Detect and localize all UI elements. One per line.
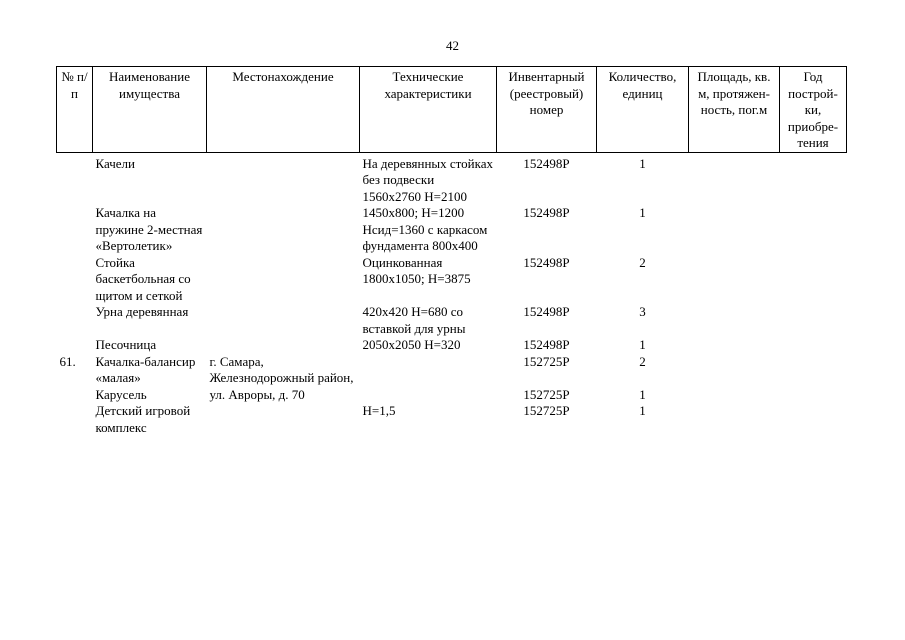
page-number: 42 <box>446 38 459 53</box>
cell-inventory: 152725Р <box>523 403 570 418</box>
cell-year <box>780 152 847 205</box>
cell-name: Урна деревянная <box>95 304 189 319</box>
cell-inventory: 152498Р <box>523 337 570 352</box>
table-row <box>57 403 847 436</box>
cell-tech: Оцинкованная 1800х1050; Н=3875 <box>362 254 471 286</box>
cell-year <box>780 354 847 387</box>
cell-tech <box>360 354 497 387</box>
header-area: Площадь, кв. м, протяжен-ность, пог.м <box>689 67 780 153</box>
header-inventory: Инвентарный (реестровый) номер <box>497 67 597 153</box>
cell-qty: 1 <box>639 403 646 418</box>
cell-year <box>780 337 847 354</box>
cell-num <box>57 387 93 404</box>
cell-qty: 1 <box>639 386 646 402</box>
cell-inventory: 152498Р <box>523 254 570 270</box>
cell-area <box>689 205 780 255</box>
table-row <box>57 205 847 255</box>
cell-tech: 1450х800; Н=1200 Нсид=1360 с каркасом фундамента 800х400 <box>362 205 488 253</box>
cell-name: Качели <box>95 155 136 171</box>
cell-tech: На деревянных стойках без подвески 1560х2760 Н=2100 <box>362 155 494 204</box>
cell-num <box>57 152 93 205</box>
cell-inventory: 152498Р <box>523 155 570 171</box>
cell-year <box>780 387 847 404</box>
cell-num <box>57 205 93 255</box>
cell-tech <box>360 387 497 404</box>
cell-name: Качалка на пружине 2-местная «Вертолетик» <box>95 205 203 253</box>
cell-location <box>207 152 360 205</box>
cell-num <box>57 304 93 337</box>
cell-tech: Н=1,5 <box>362 403 396 418</box>
cell-qty: 2 <box>639 254 646 270</box>
cell-area <box>689 337 780 354</box>
cell-location <box>207 337 360 354</box>
cell-num <box>57 337 93 354</box>
table-row <box>57 255 847 305</box>
cell-qty: 2 <box>639 353 646 369</box>
cell-year <box>780 403 847 436</box>
cell-location <box>207 304 360 337</box>
cell-location: г. Самара, Железнодорожный район, ул. Авроры, д. 70 <box>209 353 354 402</box>
table-row <box>57 387 847 404</box>
cell-location <box>207 255 360 305</box>
cell-qty: 3 <box>639 304 646 319</box>
cell-area <box>689 403 780 436</box>
header-num: № п/п <box>57 67 93 153</box>
cell-name: Качалка-балансир «малая» <box>95 353 196 385</box>
cell-qty: 1 <box>639 337 646 352</box>
cell-area <box>689 152 780 205</box>
cell-tech: 2050х2050 Н=320 <box>362 337 461 352</box>
table-header-row <box>57 67 847 153</box>
cell-location <box>207 403 360 436</box>
cell-area <box>689 354 780 387</box>
cell-area <box>689 255 780 305</box>
header-qty: Количество, единиц <box>597 67 689 153</box>
cell-inventory: 152725Р <box>523 353 570 369</box>
cell-year <box>780 205 847 255</box>
cell-num <box>57 403 93 436</box>
cell-year <box>780 255 847 305</box>
header-location: Местонахождение <box>207 67 360 153</box>
cell-name: Стойка баскетбольная со щитом и сеткой <box>95 254 191 303</box>
cell-qty: 1 <box>639 205 646 220</box>
cell-location <box>207 205 360 255</box>
cell-area <box>689 387 780 404</box>
cell-num <box>57 255 93 305</box>
cell-inventory: 152498Р <box>523 205 570 220</box>
cell-inventory: 152498Р <box>523 304 570 319</box>
header-year: Год построй-ки, приобре-тения <box>780 67 847 153</box>
table-row <box>57 354 847 387</box>
cell-name: Карусель <box>95 386 147 402</box>
cell-inventory: 152725Р <box>523 386 570 402</box>
cell-area <box>689 304 780 337</box>
table-row <box>57 304 847 337</box>
header-name: Наименование имущества <box>93 67 207 153</box>
cell-year <box>780 304 847 337</box>
table-row <box>57 152 847 205</box>
cell-tech: 420х420 Н=680 со вставкой для урны <box>362 304 466 336</box>
table-row <box>57 337 847 354</box>
cell-name: Детский игровой комплекс <box>95 403 191 435</box>
cell-num: 61. <box>59 353 76 369</box>
header-tech: Технические характеристики <box>360 67 497 153</box>
cell-qty: 1 <box>639 155 646 171</box>
cell-name: Песочница <box>95 337 157 352</box>
property-registry-table <box>56 66 847 436</box>
